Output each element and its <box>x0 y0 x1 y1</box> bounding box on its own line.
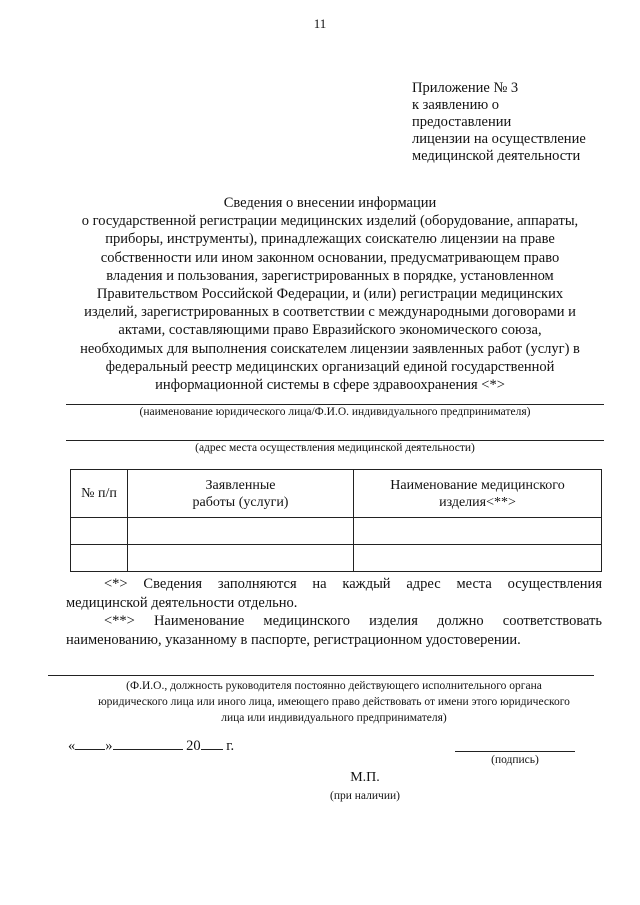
table-cell[interactable] <box>71 545 128 572</box>
title-line: владения и пользования, зарегистрированных в порядке, установленном <box>106 267 554 284</box>
signatory-caption-line: (Ф.И.О., должность руководителя постоянно действующего исполнительного органа <box>126 680 542 692</box>
footnote-2-line: <**> Наименование медицинского изделия должно соответствовать <box>104 613 602 629</box>
title-line: Правительством Российской Федерации, и (или) регистрации медицинских <box>96 286 564 303</box>
column-header-label: работы (услуги) <box>192 494 289 510</box>
table-row <box>71 518 602 545</box>
year-prefix: 20 <box>186 738 201 754</box>
appendix-line: медицинской деятельности <box>412 148 581 164</box>
signatory-caption <box>66 678 602 726</box>
appendix-line: предоставлении <box>412 114 512 130</box>
title-line: о государственной регистрации медицинских изделий (оборудование, аппараты, <box>81 213 579 230</box>
footnote-2 <box>66 612 602 649</box>
title-line: федеральный реестр медицинских организаций единой государственной <box>105 358 555 375</box>
signature-caption: (подпись) <box>491 754 539 766</box>
column-header-label: Наименование медицинского <box>390 477 565 493</box>
table-cell[interactable] <box>128 518 354 545</box>
document-title <box>60 194 600 394</box>
appendix-line: к заявлению о <box>412 97 500 113</box>
appendix-line: Приложение № 3 <box>412 80 519 96</box>
title-line: приборы, инструменты), принадлежащих соискателю лицензии на праве <box>105 231 555 248</box>
table-cell[interactable] <box>354 545 602 572</box>
table-header-row <box>71 470 602 518</box>
appendix-line: лицензии на осуществление <box>412 131 586 147</box>
date-close-quote: » <box>105 738 113 754</box>
month-blank[interactable] <box>113 737 183 750</box>
table-cell[interactable] <box>128 545 354 572</box>
table-row <box>71 545 602 572</box>
signature-line[interactable] <box>455 751 575 752</box>
table-cell[interactable] <box>71 518 128 545</box>
day-blank[interactable] <box>75 737 105 750</box>
stamp-label: М.П. <box>350 770 380 785</box>
org-name-caption: (наименование юридического лица/Ф.И.О. индивидуального предпринимателя) <box>139 406 531 418</box>
column-header-device-name <box>354 470 602 518</box>
year-blank[interactable] <box>201 737 223 750</box>
title-line: необходимых для выполнения соискателем лицензии заявленных работ (услуг) в <box>80 340 580 357</box>
title-line: собственности или ином законном основании, предусматривающем право <box>100 249 560 266</box>
column-header-label: № п/п <box>81 486 117 501</box>
address-line[interactable] <box>66 440 604 441</box>
title-line: изделий, зарегистрированных в соответствии с международными договорами и <box>84 304 576 321</box>
org-name-line[interactable] <box>66 404 604 405</box>
signatory-line[interactable] <box>48 675 594 676</box>
column-header-works <box>128 470 354 518</box>
signatory-caption-line: юридического лица или иного лица, имеющего право действовать от имени этого юридического <box>98 696 570 708</box>
signatory-caption-line: лица или индивидуального предпринимателя) <box>221 712 447 724</box>
footnote-1 <box>66 575 602 612</box>
medical-devices-table <box>70 469 602 572</box>
column-header-label: изделия<**> <box>439 494 516 510</box>
date-field <box>68 737 234 755</box>
stamp-note: (при наличии) <box>330 790 400 802</box>
column-header-number <box>71 470 128 518</box>
address-caption: (адрес места осуществления медицинской деятельности) <box>195 442 475 454</box>
table-cell[interactable] <box>354 518 602 545</box>
footnote-2-line: наименованию, указанному в паспорте, регистрационном удостоверении. <box>66 631 521 648</box>
title-line: Сведения о внесении информации <box>223 195 437 211</box>
title-line: актами, составляющими право Евразийского экономического союза, <box>118 322 542 339</box>
date-open-quote: « <box>68 738 76 754</box>
page-number: 11 <box>313 16 327 31</box>
appendix-header <box>412 80 612 165</box>
title-line: информационной системы в сфере здравоохранения <*> <box>155 377 505 394</box>
footnote-1-line: медицинской деятельности отдельно. <box>66 594 298 611</box>
footnote-1-line: <*> Сведения заполняются на каждый адрес места осуществления <box>104 576 602 592</box>
column-header-label: Заявленные <box>205 477 276 493</box>
year-suffix: г. <box>226 738 235 754</box>
